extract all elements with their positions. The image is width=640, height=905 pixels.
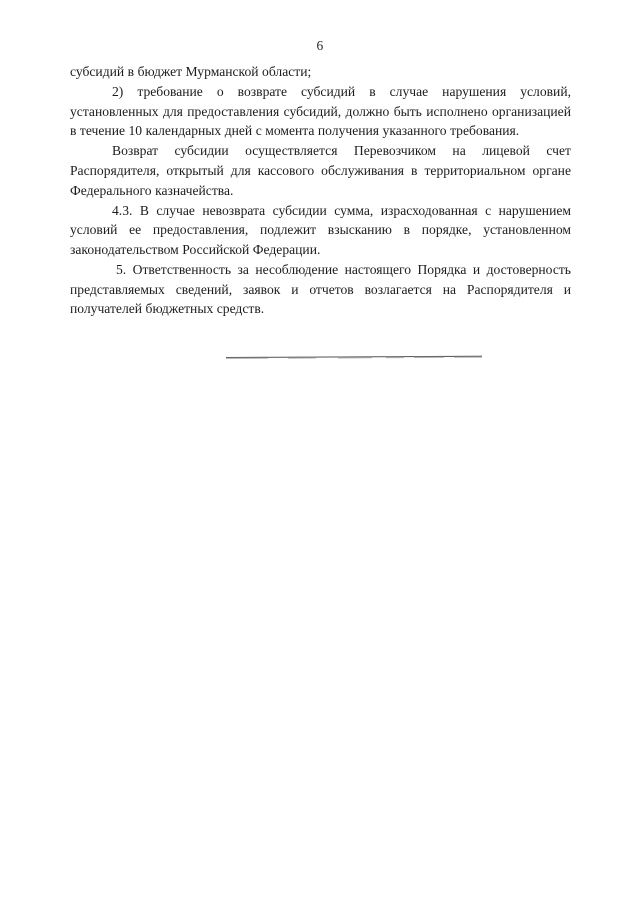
paragraph-item-2: 2) требование о возврате субсидий в случае нарушения условий, установленных для предоставления субсидий, должно быть исполнено организацией в течение 10 календарных дней с момента получения указанного требования. [70,84,571,139]
paragraph-continuation: субсидий в бюджет Мурманской области; [70,64,312,79]
paragraph-return-of-subsidy: Возврат субсидии осуществляется Перевозчиком на лицевой счет Распорядителя, открытый для кассового обслуживания в территориальном органе Федерального казначейства. [70,143,571,198]
blank-page-remainder [0,372,640,905]
end-of-section-rule [226,356,482,358]
page-number: 6 [316,38,324,53]
document-body [70,62,571,319]
separator-container [0,352,640,366]
paragraph-clause-5: 5. Ответственность за несоблюдение настоящего Порядка и достоверность представляемых сведений, заявок и отчетов возлагается на Распорядителя и получателей бюджетных средств. [70,261,571,317]
paragraph-clause-4-3: 4.3. В случае невозврата субсидии сумма, израсходованная с нарушением условий ее предоставления, подлежит взысканию в порядке, установленном законодательством Российской Федерации. [70,202,571,257]
